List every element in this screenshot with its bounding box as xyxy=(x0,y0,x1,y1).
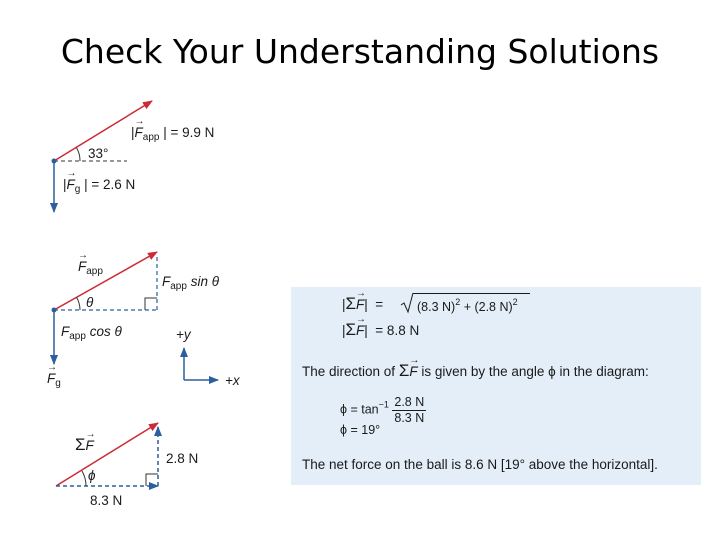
solution-box xyxy=(291,287,701,485)
page-title: Check Your Understanding Solutions xyxy=(60,32,660,71)
axis-y-label: +y xyxy=(176,327,191,342)
diagram3 xyxy=(56,423,158,486)
equation-magnitude: |Σ→ F| = xyxy=(342,295,383,312)
phi-label: ϕ xyxy=(88,468,96,483)
right-angle-mark xyxy=(145,298,157,310)
applied-force-label-2: → $F_{app}$ xyxy=(78,260,103,277)
origin-dot-2 xyxy=(52,308,57,313)
axis-x-label: +x xyxy=(225,373,240,388)
vertical-component-label: $F_{app}$ sin θ xyxy=(162,274,220,292)
net-force-arrow xyxy=(56,423,158,486)
sqrt-bar xyxy=(413,293,530,294)
base-label: 8.3 N xyxy=(90,493,123,508)
sqrt-sign xyxy=(400,292,414,314)
equation-result: |Σ→ F| = 8.8 N xyxy=(342,321,419,338)
phi-value-equation: ϕ = 19° xyxy=(340,423,381,437)
angle-label: 33° xyxy=(88,146,109,161)
net-force-label: Σ→ F xyxy=(75,436,94,453)
theta-label: θ xyxy=(86,295,94,310)
direction-sentence: The direction of Σ→ F is given by the angle ϕ in the diagram: xyxy=(302,362,649,379)
sqrt-expression: (8.3 N)$^2$ + (2.8 N)$^2$ xyxy=(417,297,518,314)
right-angle-mark-3 xyxy=(146,474,158,486)
fraction: $\frac{2.8 N}{8.3 N}$ xyxy=(394,395,425,425)
angle-arc xyxy=(77,148,81,161)
diagram2 xyxy=(52,252,219,380)
phi-arc xyxy=(82,471,86,486)
horizontal-component-label: $F_{app}$ cos θ xyxy=(61,324,122,342)
theta-arc xyxy=(77,297,80,310)
origin-dot xyxy=(52,159,57,164)
applied-force-label: |→ $F_{app}$ | = 9.9 N xyxy=(131,126,214,143)
net-force-sentence: The net force on the ball is 8.6 N [19° above the horizontal]. xyxy=(302,457,658,472)
phi-tan-equation: $\phi = \tan^{-1}$ $\frac{2.8 N}{8.3 N}$ xyxy=(340,395,425,425)
gravity-force-label-2: → $F_g$ xyxy=(47,372,61,389)
applied-force-arrow-2 xyxy=(54,252,157,310)
side-label: 2.8 N xyxy=(166,451,199,466)
gravity-force-label: |→ $F_g$ | = 2.6 N xyxy=(63,178,135,195)
